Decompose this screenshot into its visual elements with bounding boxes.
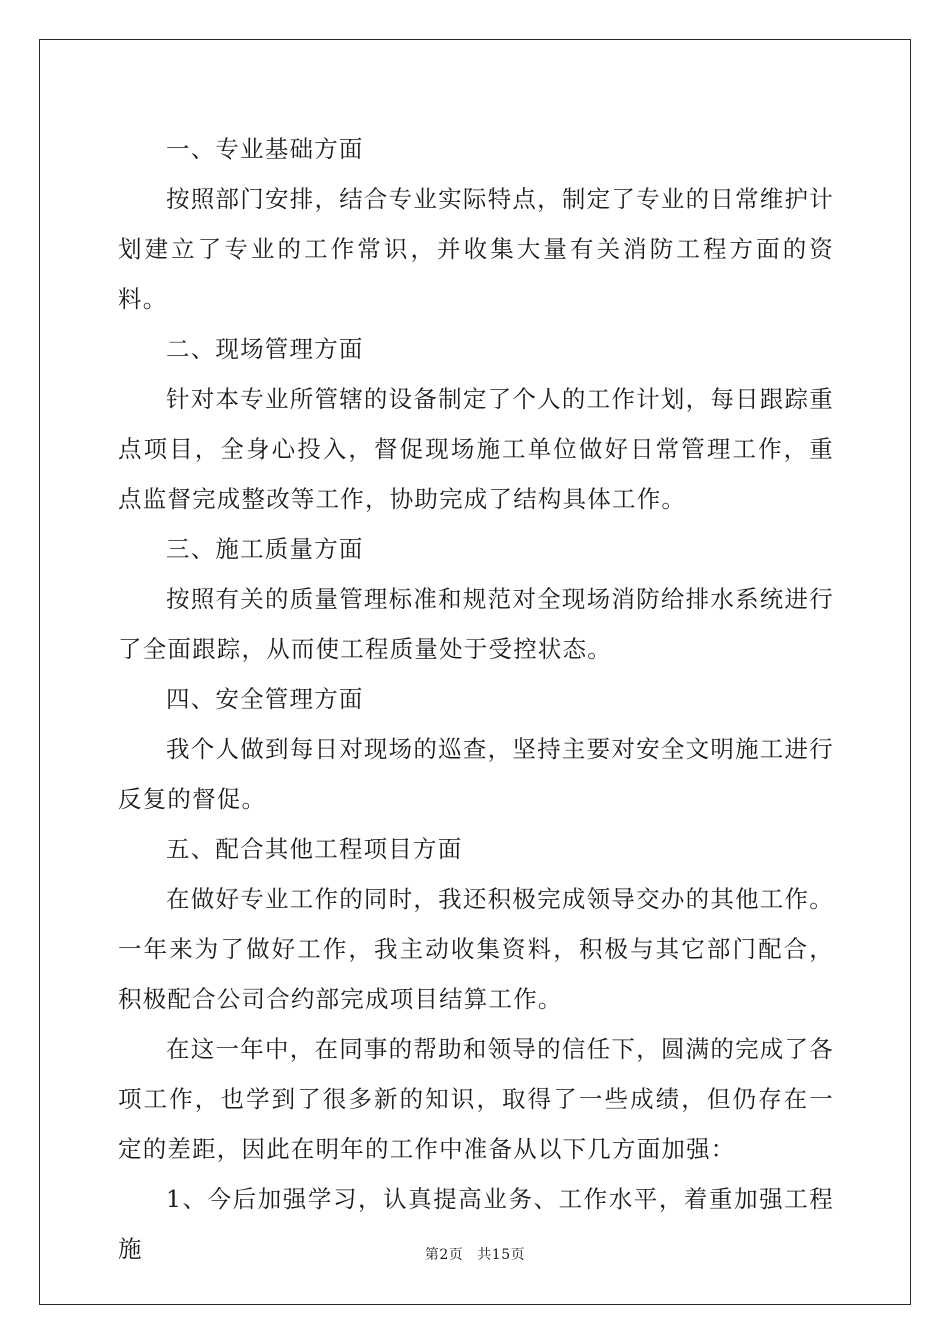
paragraph-professional-basics: 按照部门安排，结合专业实际特点，制定了专业的日常维护计划建立了专业的工作常识，并收集大量有关消防工程方面的资料。 (118, 185, 834, 313)
section-heading-safety-management: 四、安全管理方面 (166, 685, 364, 713)
section-heading-other-projects: 五、配合其他工程项目方面 (166, 835, 463, 863)
page-footer (0, 1244, 950, 1264)
paragraph-safety-management: 我个人做到每日对现场的巡查，坚持主要对安全文明施工进行反复的督促。 (118, 735, 834, 813)
page-total: 共15页 (477, 1247, 526, 1263)
paragraph-year-summary: 在这一年中，在同事的帮助和领导的信任下，圆满的完成了各项工作，也学到了很多新的知识，取得了一些成绩，但仍存在一定的差距，因此在明年的工作中准备从以下几方面加强： (118, 1035, 834, 1163)
paragraph-site-management: 针对本专业所管辖的设备制定了个人的工作计划，每日跟踪重点项目，全身心投入，督促现场施工单位做好日常管理工作，重点监督完成整改等工作，协助完成了结构具体工作。 (118, 385, 834, 513)
section-heading-site-management: 二、现场管理方面 (166, 335, 364, 363)
paragraph-other-projects: 在做好专业工作的同时，我还积极完成领导交办的其他工作。一年来为了做好工作，我主动收集资料，积极与其它部门配合，积极配合公司合约部完成项目结算工作。 (118, 885, 834, 1013)
page-number: 第2页 (424, 1247, 464, 1263)
section-heading-construction-quality: 三、施工质量方面 (166, 535, 364, 563)
paragraph-improvement-1: 1、今后加强学习，认真提高业务、工作水平，着重加强工程施 (118, 1185, 834, 1263)
document-body (118, 124, 834, 1274)
paragraph-construction-quality: 按照有关的质量管理标准和规范对全现场消防给排水系统进行了全面跟踪，从而使工程质量处于受控状态。 (118, 585, 834, 663)
section-heading-professional-basics: 一、专业基础方面 (166, 135, 364, 163)
